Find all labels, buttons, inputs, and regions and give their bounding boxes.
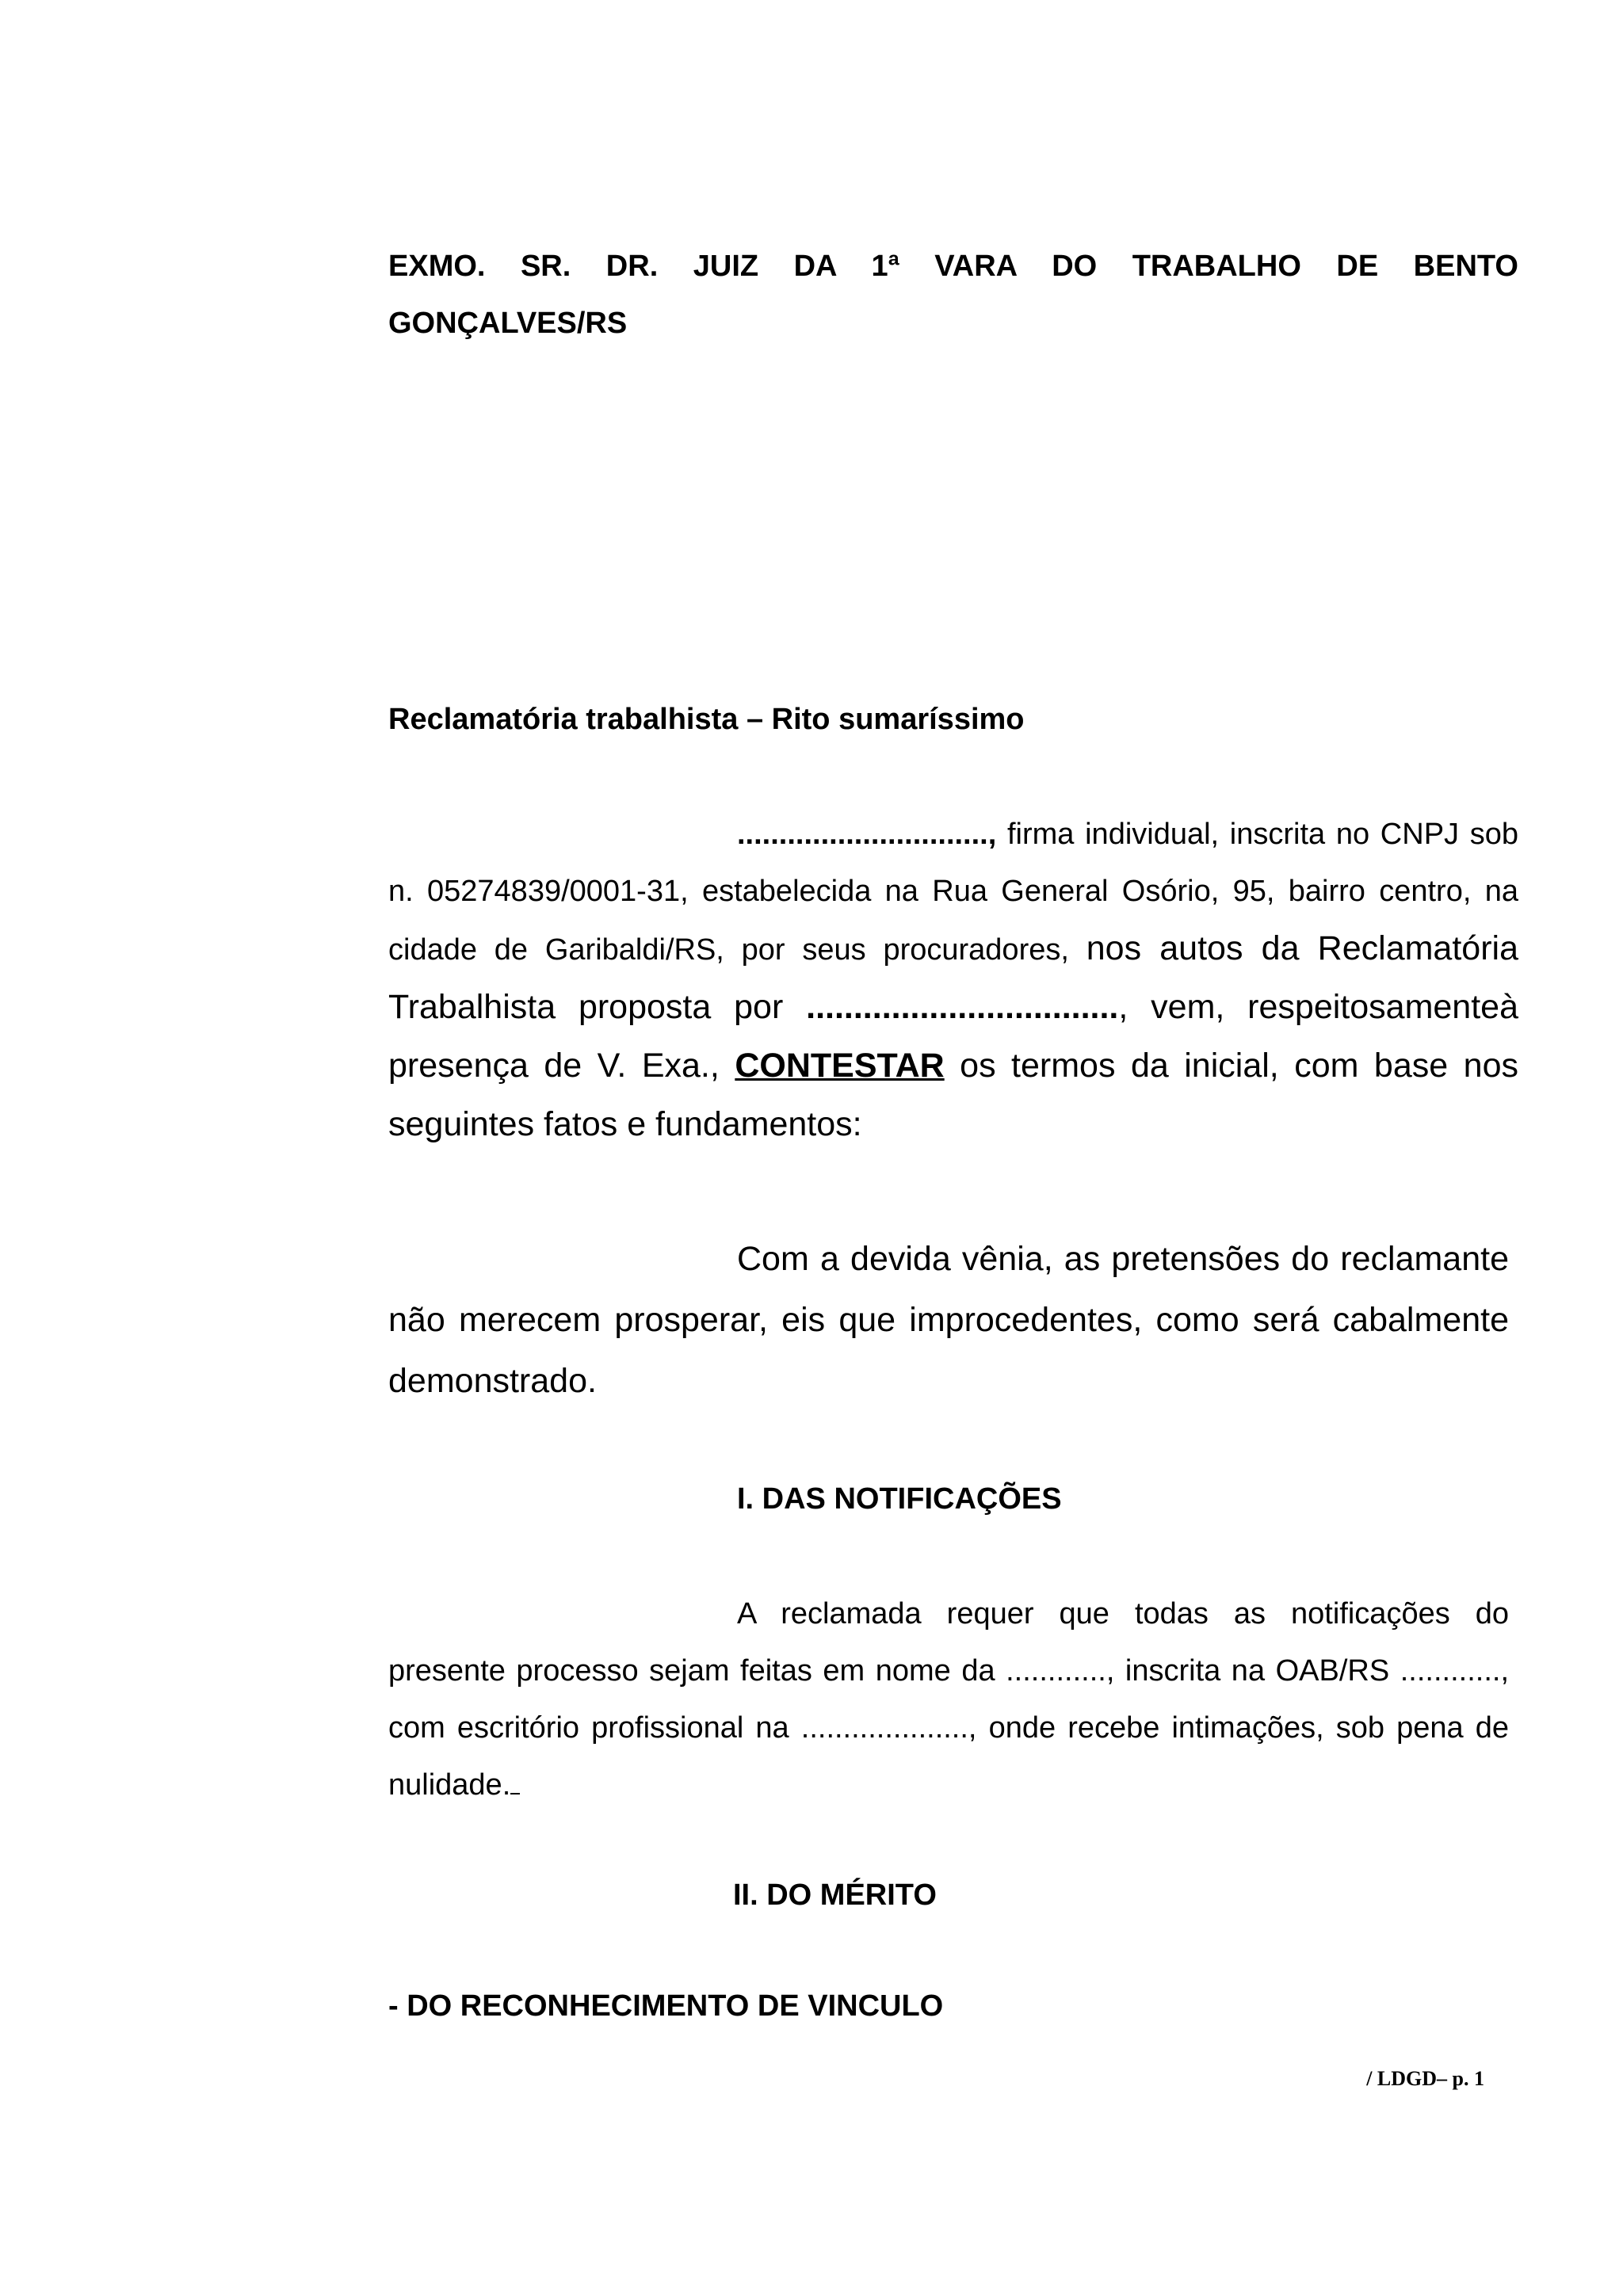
case-type: Reclamatória trabalhista – Rito sumaríssimo [388, 703, 1025, 736]
addressee: EXMO. SR. DR. JUIZ DA 1ª VARA DO TRABALHO DE BENTO GONÇALVES/RS [388, 250, 1518, 340]
intro-text-2a: nos autos da Reclamatória Trabalhista proposta por [388, 929, 1518, 1026]
section-heading-notificacoes: I. DAS NOTIFICAÇÕES [737, 1482, 1062, 1516]
plaintiff-placeholder: ................................. [806, 988, 1119, 1026]
notifications-paragraph [388, 1585, 1509, 1814]
intro-text-4: os termos da inicial, com base nos seguintes fatos e fundamentos: [388, 1047, 1518, 1143]
intro-text-3: , vem, respeitosamenteà presença de V. Exa., [388, 988, 1518, 1085]
page-footer: / LDGD– p. 1 [1366, 2067, 1484, 2090]
merit-intro-paragraph: Com a devida vênia, as pretensões do reclamante não merecem prosperar, eis que improcedentes, como será cabalmente demonstrado. [388, 1240, 1509, 1400]
contestar-keyword: CONTESTAR [735, 1047, 945, 1085]
notifications-text: A reclamada requer que todas as notificações do presente processo sejam feitas em nome da ............, inscrita na OAB/RS ............, com escritório profissional na ...................., onde recebe intimações, sob pena de nulidade. [388, 1597, 1509, 1802]
subsection-heading-vinculo: - DO RECONHECIMENTO DE VINCULO [388, 1989, 944, 2023]
intro-paragraph [388, 806, 1518, 1154]
intro-text-1: firma individual, inscrita no CNPJ sob n. 05274839/0001-31, estabelecida na Rua General Osório, 95, bairro centro, na cidade de Garibaldi/RS, por seus procuradores, [388, 818, 1518, 967]
defendant-placeholder: .............................., [737, 818, 997, 851]
section-heading-merito: II. DO MÉRITO [733, 1878, 937, 1912]
trailing-underline [510, 1769, 520, 1794]
